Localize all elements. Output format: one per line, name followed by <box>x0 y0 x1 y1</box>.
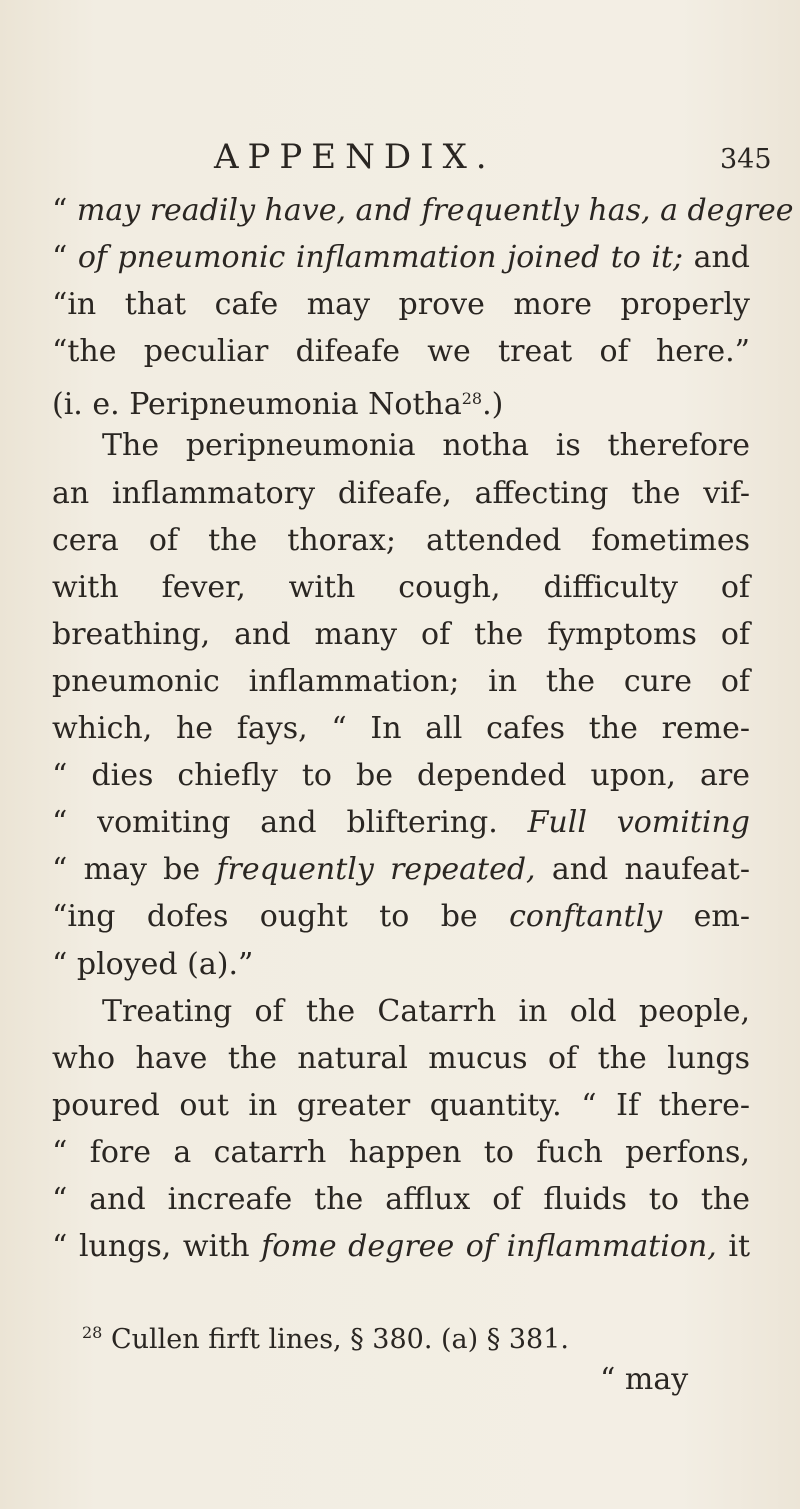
text-line: “ dies chiefly to be depended upon, are <box>52 758 750 794</box>
text-line: poured out in greater quantity. “ If there- <box>52 1087 750 1123</box>
text-line: “ ployed (a).” <box>52 946 254 982</box>
text-line: Treating of the Catarrh in old people, <box>102 993 750 1029</box>
footnote-reference: 28 <box>461 389 483 409</box>
text-line: who have the natural mucus of the lungs <box>52 1040 750 1076</box>
text-line: an inflammatory difeafe, affecting the vif- <box>52 475 750 511</box>
text-line: “in that cafe may prove more properly <box>52 287 750 323</box>
body-text <box>52 187 794 1270</box>
text-line: “ fore a catarrh happen to fuch perfons, <box>52 1134 750 1170</box>
running-head: APPENDIX. <box>214 137 496 177</box>
text-line: “ lungs, with fome degree of inflammation, it <box>52 1229 751 1265</box>
text-line: “ing dofes ought to be conftantly em- <box>52 899 751 935</box>
page-number: 345 <box>720 144 772 175</box>
footnote-text: Cullen firft lines, § 380. (a) § 381. <box>102 1324 569 1355</box>
footnote <box>82 1311 750 1362</box>
text-line: with fever, with cough, difficulty of <box>52 569 750 605</box>
text-line: The peripneumonia notha is therefore <box>102 428 750 464</box>
text-line: “ may be frequently repeated, and naufeat- <box>52 852 751 888</box>
text-line: pneumonic inflammation; in the cure of <box>52 663 750 699</box>
text-line: (i. e. Peripneumonia Notha$^{28}$.) <box>52 387 504 423</box>
text-line: “ and increafe the afflux of fluids to the <box>52 1181 750 1217</box>
catchword: “ may <box>600 1362 689 1397</box>
footnote-mark: 28 <box>82 1323 103 1342</box>
text-line: “ may readily have, and frequently has, a degree <box>52 193 794 228</box>
text-line: breathing, and many of the fymptoms of <box>52 616 750 652</box>
page-header <box>0 132 800 182</box>
text-line: “the peculiar difeafe we treat of here.” <box>52 334 750 370</box>
text-line: cera of the thorax; attended fometimes <box>52 522 750 558</box>
text-line: which, he fays, “ In all cafes the reme- <box>52 711 750 747</box>
text-line: “ vomiting and bliftering. Full vomiting <box>52 805 750 841</box>
text-line: “ of pneumonic inflammation joined to it; and <box>52 240 750 276</box>
